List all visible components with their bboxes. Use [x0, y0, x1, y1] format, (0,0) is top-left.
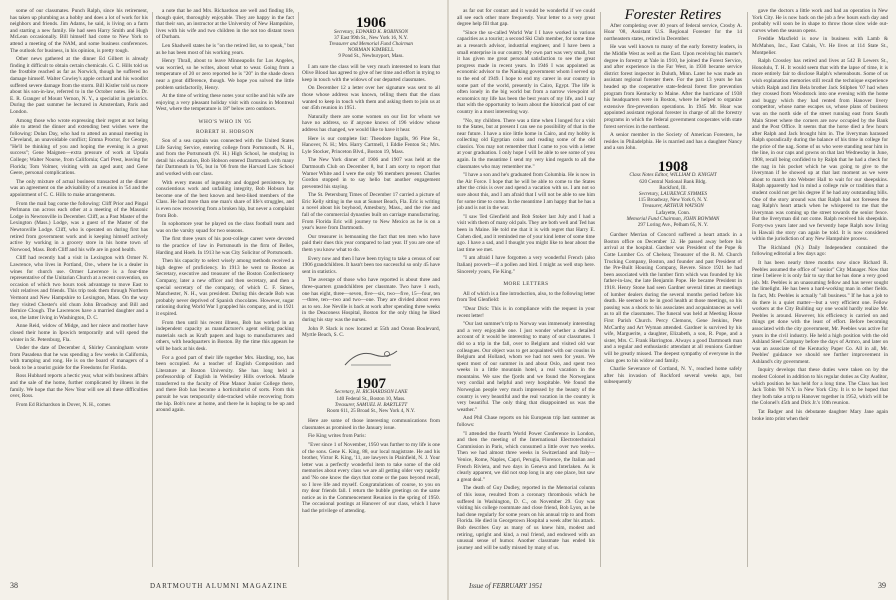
- paragraph: The Richland (N.) Daily Independent contained the following editorial a few days ago:: [752, 244, 888, 258]
- paragraph: Gardner Merrian of Concord suffered a heart attack in a Boston office on December 12. He passed away before his arrival at the hospital. Gardner was President of the Pope & Cotte Lumber Co. of Chelsea; Treasurer of the R. M. Church Trucking Company, Boston, and founder and past President of the Pre-Built Housing Company, Revere. Since 1921 he had been associated with the lumber firm which was founded by his father-in-law, the late Benjamin Pope. He became President in 1918. Henry Stone had seen Gardner several times at meetings of lumber dealers during the several months period before his death. He seemed to be in good health at those meetings, so his passing was a shock to his associates and acquaintances as well as to all the classmates. The funeral was held at Meeting House First Parish Church. Percy Clemons, Gene Jenkins, Pete McCarthy and Art Wyman attended. Gardner is survived by his wife, Marguerite, a daughter, Elizabeth, a son, R. Pope, and a sister, Mrs. C. Frank Harrington. Always a good Dartmouth man and a regular and enthusiastic attendant at all reunions Gardner will be greatly missed. The deepest sympathy of everyone in the class goes to his widow and family.: [604, 232, 742, 364]
- secretary-line: Secretary, LAURENCE SYMMES: [638, 191, 708, 198]
- notes-editor-line: Class Notes Editor, WILLIAM D. KNIGHT: [629, 172, 717, 179]
- paragraph: "I am afraid I have forgotten a very wonderful French (also Italian) proverb—if a pollen and bird. I might as well stop here. Sincerely yours, Fie King.": [457, 255, 595, 275]
- memorial-line: Memorial Fund Chairman, JOHN BOWMAN: [626, 215, 720, 222]
- right-col-1: [457, 8, 595, 573]
- class-officers: [302, 29, 440, 60]
- paragraph: "Dear Dick: This is in compliance with the request in your recent letter!: [457, 305, 595, 319]
- paragraph: "Since the so-called World War I I have worked in various capacities as a tourist; a second Ski Club member, for some time as a research advisor, industrial engineer, and I have been a small enterprise in our country. My own part was very small, but it has given me great personal satisfaction to see the great progress made in recent years. In 1946 I was appointed as economic advisor to the Nanking government whom I served up to the end of 1949. I hope to end my career in our country in some part of the world, presently in Cairo, Egypt. The life is often lonely in the big world but from a narrow viewpoint of economics my life has been the best years of my life, and I say that with the opportunity to learn about the historical past of our country in a most interesting way.: [457, 29, 595, 115]
- right-col-3-text: [752, 8, 888, 422]
- paragraph: Anne Reid, widow of Midge, and her niece and mother have closed their home in Ipswich temporarily and will spend the winter in St. Petersburg, Fla.: [10, 323, 148, 343]
- paragraph: For a good part of their life together Mrs. Harding, too, has been occupied. As a teacher of English Composition and Literature at Boston University. She has long held a professorship of English in Wellesley Hills overlook. Maude transferred to the faculty of Pine Manor Junior College there, and there Bob has become a horticulturist of sorts. From this pursuit he was temporarily side-tracked while recovering from the hip. Bob's now at home, and there he is hoping to be up and around again.: [156, 354, 294, 414]
- paragraph: Inquiry develops that these duties were taken on by the modest Colonel in addition to his regular duties as City Auditor, which position he has held for a long time. The Class has lost Jack Tobin '08 N.Y. in New York City. It is to be hoped that they both take a trip to Hanover together in 1952, which will be the Colonel's 45th and Dick Jr.'s 10th reunion.: [752, 367, 888, 407]
- paragraph: Among those who wrote expressing their regret at not being able to attend the dinner and extending best wishes were the following: Dolan Day, who had to attend an annual meeting in Cleveland, an unavoidable conflict; Emma Proctor, for George, "He'll be thinking of you and hoping the evening is a great success"; Gene Maignen—extra pressure of work at Upsala College; Walter Nourse, from California; Carl Prest, leaving for Florida; Tom Volmer, visiting with an aged aunt; and Gene Geere, personal complications.: [10, 117, 148, 177]
- paragraph: Tat Badger and his debutante daughter Mary Jane again broke into print when their: [752, 409, 888, 422]
- paragraph: The death of Guy Dudley, reported in the Memorial column of this issue, resulted from a coronary thrombosis which he suffered in Washington, D. C., on November 29. Guy was visiting his college roommate and close friend, Bob Lyon, as he had done regularly for some years on his annual trip to and from Florida. He died in Georgetown Hospital a week after his attack. Bob describes Guy as many of us knew him, modest and retiring, upright and kind, a real friend, and endowed with an unusual sense of humor. Another classmate has ended his journey and will be sadly missed by many of us.: [457, 485, 595, 551]
- left-col-1: [10, 8, 148, 573]
- more-letters-heading: MORE LETTERS: [503, 281, 549, 288]
- paragraph: With every means of ingenuity and dogged persistence, by conscientious work and unfailing integrity, Bob Hobson has become one of the best known and best-liked members of the Class. He had more than one man's share of life's struggles, and is even now recovering from a broken hip, but never a complaint from Bob.: [156, 179, 294, 219]
- running-foot: DARTMOUTH ALUMNI MAGAZINE: [150, 582, 288, 590]
- treasurer-address: Room 611, 25 Broad St., New York 4, N.Y.: [326, 407, 416, 414]
- left-col-2: [156, 8, 294, 573]
- obit-name: ROBERT H. HOBSON: [195, 128, 255, 135]
- paragraph: Other news gathered at the dinner Ed Gilbert is already finding it difficult to obtain certain chemicals. G. C. Hills told us the frostbite reached as far as Norwich, though he suffered no damage himself. Walter Cowley's apple orchard and his woodlot suffered severe damage from the storm. Bill Kistler told us more about his son-in-law, referred to in the October notes. He is Dr. E. R. Granger of Mount Vernon, N. Y., a specialist in geriatrics. During the past summer he lectured in Amsterdam, Paris and London.: [10, 56, 148, 115]
- treasurer-line: Treasurer, ARTHUR WATSON: [642, 203, 704, 210]
- right-col-2: [604, 8, 742, 573]
- paragraph: John P. Slack is now located at 55th and Ocean Boulevard, Myrtle Beach, S. C.: [302, 325, 440, 339]
- paragraph: The first three years of his post-college career were devoted to the practice of law in Portsmouth in the firm of Belles, Harding and Hoeb. In 1913 he was City Solicitor of Portsmouth.: [156, 236, 294, 256]
- left-page: [0, 0, 447, 600]
- paragraph: The New York dinner of 1906 and 1907 was held at the Dartmouth Club on December 8, but I am sorry to report that Warner White and I were the only '06 members present. Charles Gordon stopped in to say hello but another engagement prevented his staying.: [302, 157, 440, 190]
- paragraph: Under the date of December 4, Shirley Cunningham wrote from Pasadena that he was spending a few weeks in California, with tramping and rong. He is on the board of managers of a book to be a tourist guide for the Freedoms for Florida.: [10, 345, 148, 371]
- secretary-address: 140 Federal St., Boston 10, Mass.: [336, 395, 406, 402]
- right-page: [449, 0, 896, 600]
- paragraph: Charlie Severance of Cortland, N. Y., reached home safely after his invasion of Rockford several weeks ago, but subsequently: [604, 366, 742, 386]
- paragraph: as far out for contact and it would be wonderful if we could all see each other more frequently. Your letter to a very great degree help fill that gap.: [457, 8, 595, 28]
- treasurer-name: NORMAN KIMBELL: [347, 47, 395, 54]
- secretary-address: 115 Broadway, New York 6, N. Y.: [638, 197, 708, 204]
- paragraph: some of our classmates. Punch Ralph, since his retirement, has taken up plumbing as a hobby and does a lot of work for his neighbors and friends. Jim Adams, he said, is living on a farm and starting a new family. He had seen Harry Smith and Hugh McLean occasionally. Bill himself had come to New York to attend a meeting of the NAM, and some business conferences. The outlook for business, in his opinion, is pretty tough.: [10, 8, 148, 54]
- forester-text: [604, 23, 742, 152]
- page-number: 38: [10, 581, 18, 590]
- treasurer-line: Treasurer and Memorial Fund Chairman: [329, 41, 413, 47]
- class-officers: [604, 172, 742, 228]
- paragraph: On December 12 a letter over her signature was sent to all those whose address was known, telling them that the class wanted to keep in touch with them and asking them to join us at our 45th reunion in 1951.: [302, 85, 440, 112]
- paragraph: The average of those who have reported is about three and three-quarters grandchildren per classmate. Two have 1 each, one has eight, three—seven, five—six, two—five, 15—four, ten—three, ten—two and two—one. They are divided about even as to sex. Joe Neville is back at work after spending three weeks in the Deaconess Hospital, Boston for the only thing he liked during his stay was the nurses.: [302, 277, 440, 323]
- paragraph: I am sure the class will be very much interested to learn that Olive Blood has agreed to give of her time and effort in trying to keep in touch with the widows of our departed classmates.: [302, 63, 440, 83]
- notes-editor-address: 620 Central National Bank Bldg.: [639, 178, 707, 185]
- treasurer-address: 9 Pond St., Newburyport, Mass.: [338, 53, 404, 60]
- column-rule: [747, 12, 748, 567]
- obit-text: [156, 138, 294, 414]
- paragraph: From then until his recent illness, Bob has worked in an independent capacity as manufacturer's agent selling packing materials such as Kraft papers and bags to manufacturers and others, with headquarters in Boston. By the time this appears he will be back at his desk.: [156, 319, 294, 352]
- paragraph: From the mail bag come the following: Cliff Prior and Pingal Perlmann ran across each other at a meeting of the Masonic Lodge in Newtonville in December. Cliff, as a Past Master of the Lexington (Mass.) Lodge, was a guest of the Master of the Newtonville Lodge. Cliff, who is operated on during first has retired from government work and is keeping himself actively active by working in a grocery store in his home town of Norwood, Mass. Both Cliff and his wife are in good health.: [10, 200, 148, 253]
- rooster-sketch-icon: [341, 343, 401, 369]
- treasurer-line: Treasurer, SAMUEL H. BARTLETT: [334, 401, 408, 408]
- paragraph: "I attended the fourth World Power Conference in London, and then the meeting of the International Electrotechnical Commission in Paris, which consumed a little over two weeks. Then we had almost three weeks in Switzerland and Italy—Venice, Rome, Naples, Capri, Perugia, Florence, the Italian and French Riviera, and two days in Geneva and Interlaken. As is clearly apparent, we did not stop long in any one place, but saw a great deal.": [457, 430, 595, 483]
- obit-title: WHO'S WHO IN '05: [198, 118, 252, 125]
- paragraph: In sophomore year he played on the class football team and was on the varsity squad for two seasons.: [156, 221, 294, 234]
- right-col-1-text: [457, 8, 595, 275]
- secretary-line: Secretary, H. RICHARDSON LANE: [334, 389, 408, 396]
- issue-line: Issue of FEBRUARY 1951: [469, 582, 543, 590]
- paragraph: a note that he and Mrs. Richardson are well and finding life, though quiet, thoroughly enjoyable. They are happy in the fact that their son, an instructor at the University of New Hampshire, lives with his wife and two children in the not too distant town of Durham.: [156, 8, 294, 41]
- paragraph: Cliff had recently had a visit in Lexington with Ormer N. Lawrence, who lives in Portland, Ore., where he is a dealer in wines for church use. Ormer Lawrence is a four-time representative of the Unitarian Church at a recent convention, on occasion of which two hours took advantage to move East to visit relatives and friends. This trip took them through Northern Vermont and New Hampshire to Lexington, Mass. On the way they visited Chester's old chum John Broadway and Bill and Bernice Clough. The Lawrences have a married daughter and a son, the latter living in Washington, D. C.: [10, 255, 148, 321]
- column-rule: [298, 12, 299, 567]
- secretary-address: 37 East 99th St., New York 16, N.Y.: [334, 34, 408, 41]
- treasurer-address: Lafayette, Conn.: [655, 209, 691, 216]
- class-notes-1907: [302, 418, 440, 514]
- paragraph: At the time of writing these notes your scribe and his wife are enjoying a very pleasant holiday visit with cousins in Montreal West, where the temperature is 18° below zero outdoors.: [156, 93, 294, 113]
- paragraph: It has been nearly three months now since Richard R. Peebles assumed the office of "senior" City Manager. Now that time I believe it is only fair to say that he has done a very good job. Mr. Peebles is an unassuming fellow and has never sought the limelight. He has been a hard-working man in other fields. In fact, Mr. Peebles is actually "all business." If he has a job to do there is a quiet matter—but a very efficient one. Fellow workers at the City Building say one would hardly realize Mr. Peebles is around. However, his efficiency is carried on and things get done with the least of effort. Before becoming associated with the city government, Mr. Peebles was active for years in the civil industry. He held a high position with the old Ashland Steel Company before the days of Armco, and later on was an associate of the Kentucky Paper Co. All in all, Mr. Peebles' guidance we should see further improvement in Ashland's city government.: [752, 259, 888, 365]
- paragraph: He was well known to many of the early forestry leaders, in the Middle West as well as the East. Upon receiving his master's degree in forestry at Yale in 1910, he joined the Forest Service, and after experience in the Far West, in 1930 became service district forest inspector in Duluth, Minn. Later he was made an assistant regional forester there. For the past 13 years he has headed up the cooperative state-federal forest fire prevention program from Kentucky to Maine. After the hurricane of 1938 his headquarters were in Boston, where he helped to organize extensive fire-prevention operations. In 1945 Mr. Hoar was appointed assistant regional forester in charge of all the forestry programs in which the federal government cooperates with state forest services in the northeast.: [604, 44, 742, 130]
- page-number: 39: [878, 581, 886, 590]
- paragraph: "No, my children. There was a time when I longed for a visit to the States, but at present I can see no possibility of that in the near future. I have a nice little home in Cairo, and my hobby is collecting old Egyptian coins and reading some of the old classics. You may not remember that I came to you with a letter at your graduation. I only hope I will be able to see some of you again. In the meantime I send my very kind regards to all the classmates who may remember me.": [457, 117, 595, 170]
- paragraph: "Ever since 1 of November, 1950 was further to my life is one of the sons. Gene K. King, 88, our local magistrate. He and his brother, Victor R. King, '11, are lawyers in Plainfield, N. J. Your letter was a perfectly wonderful item to take some of the old memories about every class we are all getting older very rapidly and 'No one know the days that come or the pass beyond recall, so I love life and myself. Congratulations of course, to you on my dear friends fall. I return the bubble greetings on the same notice as in the Commencement Reunion in the spring of 1950. The occasional postings at Hanover of our class, which I have had the privilege of attending.: [302, 441, 440, 514]
- paragraph: Here are some of those interesting communications from classmates as promised in the January issue.: [302, 418, 440, 431]
- paragraph: "Our last summer's trip to Norway was immensely interesting and a very enjoyable one. I just wonder whether a detailed account of it would be interesting to many of our classmates. I did so a trip in the fall, over to Belgium and visited old war colleagues. Our object was to get acquainted with our cousins in Belgium and Holland, whom we had not seen for years. We spent most of our summer in and about Oslo, and spent two weeks in a little mountain hotel, a real vacation in the mountains. We saw the fjords and we found the Norwegians very cordial and helpful and very hospitable. We found the Norwegian people very much impressed by the beauty of the country is very beautiful and the real vacation in the country is very beautiful. The only thing that disappointed us was the weather.": [457, 321, 595, 413]
- class-notes-1906: [302, 64, 440, 339]
- paragraph: Our treasurer is bemoaning the fact that ten men who have paid their dues this year compared to last year. If you are one of them you know what to do.: [302, 233, 440, 254]
- class-notes-1908: [604, 232, 742, 386]
- paragraph: The only mixture of actual business transacted at the dinner was an agreement on the advisability of a reunion in '54 and the appointment of C. C. Hills to make arrangements.: [10, 178, 148, 199]
- paragraph: gave the doctors a little work and had an operation in New York City. He is now back on the job a few hours each day and probably will soon be in shape to throw those slow wide out-curves when the season opens.: [752, 8, 888, 34]
- column-rule: [152, 12, 153, 567]
- class-officers: [302, 389, 440, 414]
- more-letters-text: [457, 291, 595, 552]
- paragraph: And Phil Chase reports on his European trip last summer as follows:: [457, 415, 595, 429]
- paragraph: The St. Petersburg Times of December 17 carried a picture of Eric Kelly sitting in the sun at Sunset Beach, Fla. Eric is writing a novel about his boyhood, Amesbury, Mass., and the rise and fall of the commercial dynasties built on carriage manufacturing. From Florida Eric will journey to New Mexico as he is on a year's leave from Dartmouth.: [302, 192, 440, 232]
- left-col-1-text: [10, 8, 148, 408]
- paragraph: Naturally there are some women on our list for whom we have no address, so if anyone knows of 196 widow whose address has changed, we would like to have it hear.: [302, 113, 440, 133]
- paragraph: Ralph Crossley has retired and lives at 542 B Lewers St., Honolulu, T. H. It would seem that with the lapse of time, it is more entirely fair to disclose Ralph's whereabouts. Some of us wish explanation memories still recall the technique experience which Ralph and Jim Bela brother Jack Stilphen '07 had when they crossed from Woodstock into one evening with the home and buggy which they had rented from Hanover livery competitor, whose name escapes us, whose plans of business was on the north side of the street running east from South Main Street where the corners are now occupied by the Bank and the Post Office. It seems that the horse died a few hours after Ralph and Jack brought him in. The liveryman harassed Ralph sporadically during the balance of his time in college for the price of the nag. Some of us who were standing near him in the line, in our caps and gowns on that last Wednesday in June, 1908, recall being confided to by Ralph that he had a check for the nag in his pocket which he was going to give to the liveryman if he showed up at that last moment as we were about to march into Webster Hall to wait for our sheepskins. Ralph apparently had in mind a college rule or tradition that a student could not get his degree if he had any outstanding bills. One of the story around was that Ralph had not foreseen the nag Ralph's heart attack when he whispered to me that the liveryman was coming up the street towards the senior fence. But the liveryman did not come. Ralph received his sheepskin. Forty-two years later and we fervently hope Ralph now living in Hawaii the story can again be told. It is now considered within the jurisdiction of any New Hampshire process.: [752, 58, 888, 243]
- notes-editor-city: Rockford, Ill.: [659, 184, 687, 191]
- paragraph: Freddie Maxfield is now in business with Lamb & McMahon, Inc., East Calais, Vt. He lives at 114 State St., Montpelier.: [752, 36, 888, 56]
- paragraph: From Ed Richardson in Dover, N. H., comes: [16, 401, 111, 408]
- paragraph: Fie King writes from Paris:: [308, 433, 366, 440]
- paragraph: "I have a son and he's graduated from Columbia. He is now in the Air Force. I hope that he will be able to come to the States after the crisis is over and spend a vacation with us. I am not so sure about this, and I am afraid that I will not be able to see him for some time to come. In the meantime I am happy that he has a job and is not in the war.: [457, 172, 595, 212]
- paragraph: Len Shadwell states he is "on the retired list, so to speak," but as he has been most of his working years.: [156, 42, 294, 56]
- class-year-heading: 1906: [356, 15, 386, 31]
- paragraph: Henry Thrall, about to leave Minneapolis for Los Angeles, was worried, so he writes, about what to wear. Going from a temperature of 20 or zero reported he is "20" in the shade down near a great difference, though. We hope you solved the little problem satisfactorily, Henry.: [156, 58, 294, 91]
- paragraph: Here is our complete list: Theodore Ingalls, 96 Pine St., Hanover, N. H.; Mrs. Harry Cartmell, 1 Eddie Fenton St.; Mrs. Lyle Stocker, Princeton Blvd., Boston 19, Mass.: [302, 135, 440, 155]
- paragraph: Every now and then I have been trying to take a census of our 1906 grandchildren. It hasn't been too successful so only 45 have sent in statistics.: [302, 255, 440, 275]
- class-year-heading: 1907: [356, 375, 386, 392]
- column-rule: [600, 12, 601, 567]
- forester-retires-heading: Forester Retires: [624, 8, 722, 23]
- right-col-3: [752, 8, 888, 573]
- paragraph: After completing over 40 years of federal service, Crosby A. Hoar '08, Assistant U.S. Regional Forester for the 14 northeastern states, retired in December.: [604, 22, 742, 42]
- paragraph: A senior member in the Society of American Foresters, he resides in Philadelphia. He is married and has a daughter Nancy and a son John.: [604, 132, 742, 152]
- memorial-address: 297 Loring Ave., Pelham 65, N. Y.: [637, 222, 709, 229]
- paragraph: All of which is a fine introduction, also, to the following letter from Ted Glenfield:: [457, 290, 595, 304]
- secretary-line: Secretary, EDWARD K. ROBINSON: [333, 28, 408, 35]
- class-year-heading: 1908: [658, 158, 688, 175]
- left-col-2-text: [156, 8, 294, 113]
- paragraph: Ross Hubbard reports a hectic year, what with business affairs and the sale of the home, further complicated by illness in the family. We hope that the New Year will see all these difficulties over, Ross.: [10, 373, 148, 400]
- paragraph: Then his capacity to select wisely among methods received a high degree of proficiency. In 1913 he went to Boston as Secretary, executive and treasurer of the Boston Confectionery Company, later a new officer and then secretary, and then a special secretary of the company, of which C. F. Simes, Manchester, N. H., was president. During this decade Bob was probably never deprived of Spanish chocolates. However, sugar rationing during World War I grappled his company, and in 1921 it expired.: [156, 258, 294, 317]
- paragraph: Son of a sea captain was connected with the United States Life Saving Service, entering college from Portsmouth, N. H., and from the Portsmouth (N. H.) High School, he studying in detail his education, Bob Hobson entered Dartmouth with many fair Dartmouth in '05, but in '06 from the Harvard Law School and worked with our class.: [156, 138, 294, 178]
- left-col-3: [302, 8, 440, 573]
- paragraph: "I saw Ted Glenfield and Bob Stoker last July and I had a visit with them of many old pals. They are both well and Ted has been in Maine. He told me that it is with regret that Harry E. Cohen died, and it reminded me of your kind letter of some time ago. I have a sad, and I thought you might like to hear about the last time we met.: [457, 213, 595, 253]
